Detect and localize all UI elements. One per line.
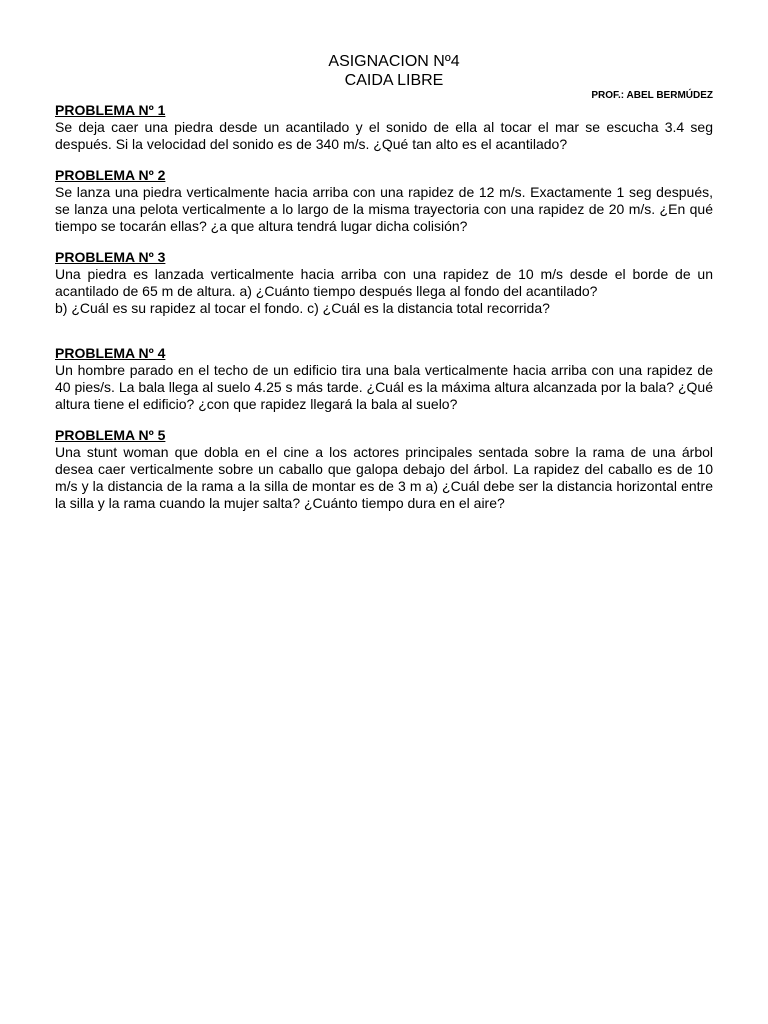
problem-2 [55, 167, 713, 235]
problem-text: Un hombre parado en el techo de un edificio tira una bala verticalmente hacia arriba con una rapidez de 40 pies/s. La bala llega al suelo 4.25 s más tarde. ¿Cuál es la máxima altura alcanzada por la bala? ¿Qué altura tiene el edificio? ¿con que rapidez llegará la bala al suelo? [55, 362, 713, 412]
problem-heading: PROBLEMA Nº 4 [55, 345, 166, 361]
problem-4 [55, 345, 713, 413]
problem-text-line: Una piedra es lanzada verticalmente hacia arriba con una rapidez de 10 m/s desde el borde de un acantilado de 65 m de altura. a) ¿Cuánto tiempo después llega al fondo del acantilado? [55, 266, 713, 299]
problem-heading: PROBLEMA Nº 1 [55, 102, 166, 118]
problem-text: Una stunt woman que dobla en el cine a los actores principales sentada sobre la rama de una árbol desea caer verticalmente sobre un caballo que galopa debajo del árbol. La rapidez del caballo es de 10 m/s y la distancia de la rama a la silla de montar es de 3 m a) ¿Cuál debe ser la distancia horizontal entre la silla y la rama cuando la mujer salta? ¿Cuánto tiempo dura en el aire? [55, 444, 713, 511]
problem-5 [55, 427, 713, 512]
problem-3 [55, 249, 713, 317]
title-line-1: ASIGNACION Nº4 [328, 53, 460, 70]
document-title [55, 52, 713, 90]
problem-text: Se deja caer una piedra desde un acantilado y el sonido de ella al tocar el mar se escucha 3.4 seg después. Si la velocidad del sonido es de 340 m/s. ¿Qué tan alto es el acantilado? [55, 119, 713, 152]
problem-heading: PROBLEMA Nº 2 [55, 167, 166, 183]
problem-heading: PROBLEMA Nº 3 [55, 249, 166, 265]
problem-text [55, 266, 713, 317]
title-line-2: CAIDA LIBRE [344, 72, 444, 89]
problem-1 [55, 102, 713, 153]
professor-name: PROF.: ABEL BERMÚDEZ [591, 90, 713, 101]
problem-heading: PROBLEMA Nº 5 [55, 427, 166, 443]
problem-text-line: b) ¿Cuál es su rapidez al tocar el fondo. c) ¿Cuál es la distancia total recorrida? [55, 300, 550, 316]
problem-text: Se lanza una piedra verticalmente hacia arriba con una rapidez de 12 m/s. Exactamente 1 seg después, se lanza una pelota verticalmente a lo largo de la misma trayectoria con una rapidez de 20 m/s. ¿En qué tiempo se tocarán ellas? ¿a que altura tendrá lugar dicha colisión? [55, 184, 713, 234]
